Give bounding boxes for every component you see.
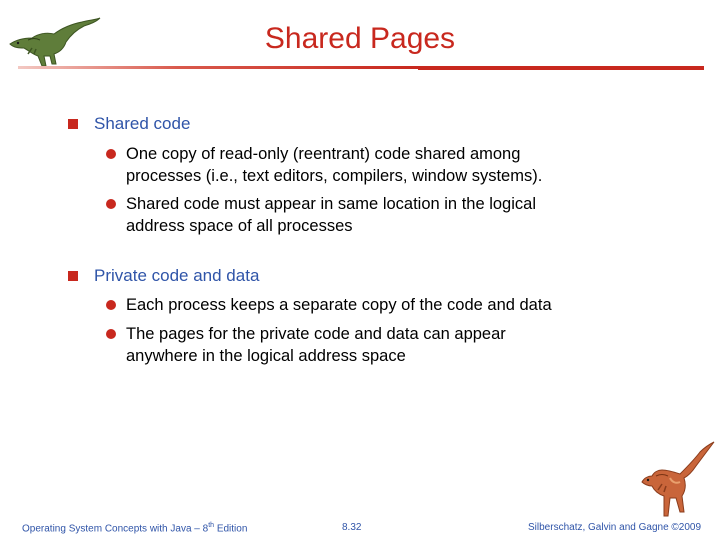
list-item-line: Each process keeps a separate copy of the code and data xyxy=(126,296,552,314)
list-item-line: processes (i.e., text editors, compilers, window systems). xyxy=(126,167,543,185)
footer-book-suffix: Edition xyxy=(214,523,248,535)
list-item-line: One copy of read-only (reentrant) code shared among xyxy=(126,145,521,163)
list-item-text xyxy=(126,323,596,367)
footer-authors: Silberschatz, Galvin and Gagne ©2009 xyxy=(528,522,702,533)
list-item-line: anywhere in the logical address space xyxy=(126,347,406,365)
round-bullet-icon xyxy=(106,199,116,209)
footer-page-number: 8.32 xyxy=(342,522,362,533)
page-title: Shared Pages xyxy=(264,22,456,55)
list-item-line: Shared code must appear in same location in the logical xyxy=(126,195,536,213)
list-item-text xyxy=(126,294,596,316)
footer-book-prefix: Operating System Concepts with Java – 8 xyxy=(22,523,209,535)
square-bullet-icon xyxy=(68,271,78,281)
square-bullet-icon xyxy=(68,119,78,129)
title-divider xyxy=(18,66,418,69)
round-bullet-icon xyxy=(106,149,116,159)
round-bullet-icon xyxy=(106,329,116,339)
list-item-line: The pages for the private code and data can appear xyxy=(126,325,506,343)
title-divider xyxy=(418,66,704,70)
footer-book-sup: th xyxy=(208,522,215,529)
section-heading-text: Shared code xyxy=(94,114,191,133)
section-heading-text: Private code and data xyxy=(94,266,260,285)
list-item-text xyxy=(126,143,596,187)
round-bullet-icon xyxy=(106,300,116,310)
list-item-text xyxy=(126,193,596,237)
dinosaur-icon xyxy=(640,440,716,522)
footer-book-title xyxy=(22,522,247,534)
list-item-line: address space of all processes xyxy=(126,217,353,235)
